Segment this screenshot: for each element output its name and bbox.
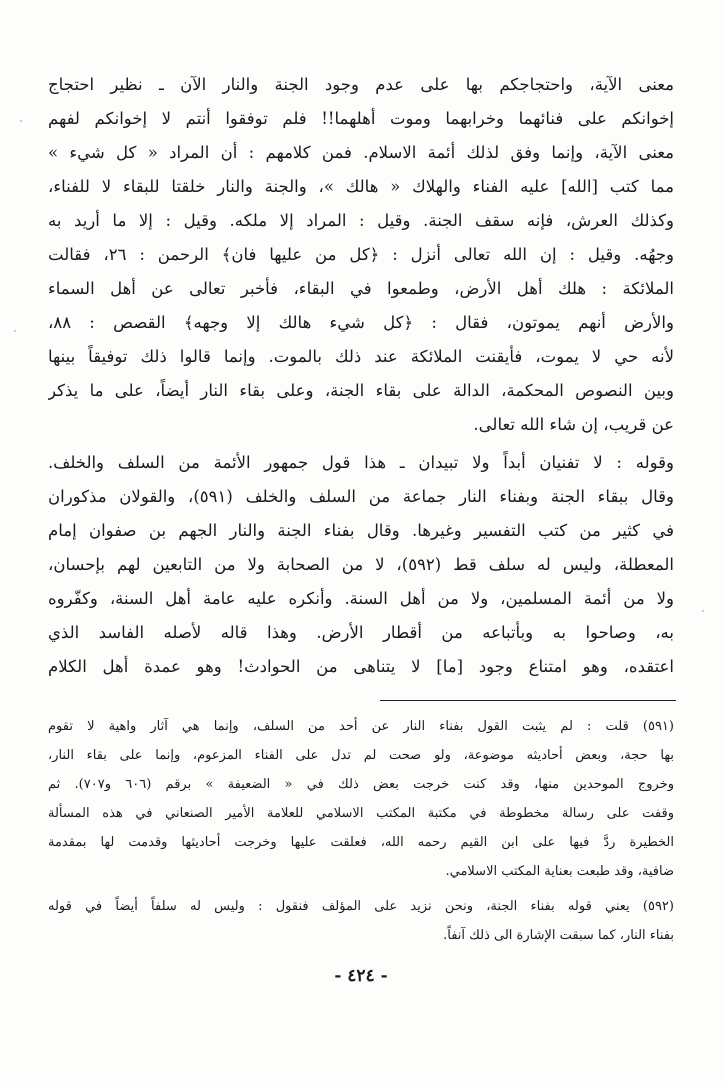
footnote-line: وخروج الموحدين منها، وقد كنت خرجت بعض ذلك في « الضعيفة » برقم (٦٠٦ و٧٠٧). ثم [48,777,674,792]
text-line: الملائكة : هلك أهل الأرض، وطمعوا في البقاء، فأخبر تعالى عن أهل السماء [48,279,674,298]
text-line: ولا من أئمة المسلمين، ولا من أهل السنة. وأنكره عليه عامة أهل السنة، وكفّروه [48,589,674,608]
text-line: عن قريب، إن شاء الله تعالى. [473,415,674,434]
footnote-separator [380,700,676,701]
text-line: إخوانكم على فنائهما وخرابهما وموت أهلهما!! فلم توفقوا أنتم لا إخوانكم لفهم [48,109,674,128]
scan-speck [702,610,704,612]
footnote-592 [48,892,674,950]
text-line: في كثير من كتب التفسير وغيرها. وقال بفناء الجنة والنار الجهم بن صفوان إمام [48,521,674,540]
paragraph-2 [48,446,674,684]
footnote-line: (٥٩٢) يعني قوله بفناء الجنة، ونحن نزيد على المؤلف فنقول : وليس له سلفاً أيضاً في قوله [48,899,674,914]
footnote-line: بفناء النار، كما سبقت الإشارة الى ذلك آنفاً. [443,928,674,943]
main-body-text [48,68,674,684]
footnote-line: (٥٩١) قلت : لم يثبت القول بفناء النار عن أحد من السلف، وإنما هي آثار واهية لا تقوم [48,719,674,734]
text-line: مما كتب [الله] عليه الفناء والهلاك « هالك »، والجنة والنار خلقتا للبقاء لا للفناء، [48,177,674,196]
footnote-line: وقفت على رسالة مخطوطة في مكتبة المكتب الاسلامي للعلامة الأمير الصنعاني في هذه المسألة [48,806,674,821]
text-line: وقوله : لا تفنيان أبداً ولا تبيدان ـ هذا قول جمهور الأئمة من السلف والخلف. [48,453,674,472]
scan-speck [20,120,22,122]
footnotes [48,712,674,950]
text-line: والأرض أنهم يموتون، فقال : ﴿كل شيء هالك إلا وجهه﴾ القصص : ٨٨، [48,313,674,332]
text-line: به، وصاحوا به وبأتباعه من أقطار الأرض. وهذا قاله لأصله الفاسد الذي [48,623,674,642]
text-line: اعتقده، وهو امتناع وجود [ما] لا يتناهى من الحوادث! وهو عمدة أهل الكلام [48,657,674,676]
text-line: وكذلك العرش، فإنه سقف الجنة. وقيل : المراد إلا ملكه. وقيل : إلا ما أريد به [48,211,674,230]
footnote-line: الخطيرة ردَّ فيها على ابن القيم رحمه الله، فعلقت عليها وخرجت أحاديثها وقدمت لها بمقدمة [48,835,674,850]
footnote-line: بها حجة، وبعض أحاديثه موضوعة، ولو صحت لم تدل على الفناء المزعوم، وإنما على بقاء النار، [48,748,674,763]
text-line: وجهُه. وقيل : إن الله تعالى أنزل : ﴿كل من عليها فان﴾ الرحمن : ٢٦، فقالت [48,245,674,264]
text-line: المعطلة، وليس له سلف قط (٥٩٢)، لا من الصحابة ولا من التابعين لهم بإحسان، [48,555,674,574]
text-line: وبين النصوص المحكمة، الدالة على بقاء الجنة، وعلى بقاء النار أيضاً، على ما يذكر [48,381,674,400]
page-number: - ٤٢٤ - [334,966,388,986]
text-line: معنى الآية، واحتجاجكم بها على عدم وجود الجنة والنار الآن ـ نظير احتجاج [48,75,674,94]
footnote-line: ضافية، وقد طبعت بعناية المكتب الاسلامي. [445,864,674,879]
text-line: معنى الآية، وإنما وفق لذلك أئمة الاسلام. فمن كلامهم : أن المراد « كل شيء » [48,143,674,162]
text-line: وقال ببقاء الجنة وبفناء النار جماعة من السلف والخلف (٥٩١)، والقولان مذكوران [48,487,674,506]
scan-speck [14,330,16,332]
footnote-591 [48,712,674,886]
text-line: لأنه حي لا يموت، فأيقنت الملائكة عند ذلك بالموت. وإنما قالوا ذلك توفيقاً بينها [48,347,674,366]
paragraph-1 [48,68,674,442]
